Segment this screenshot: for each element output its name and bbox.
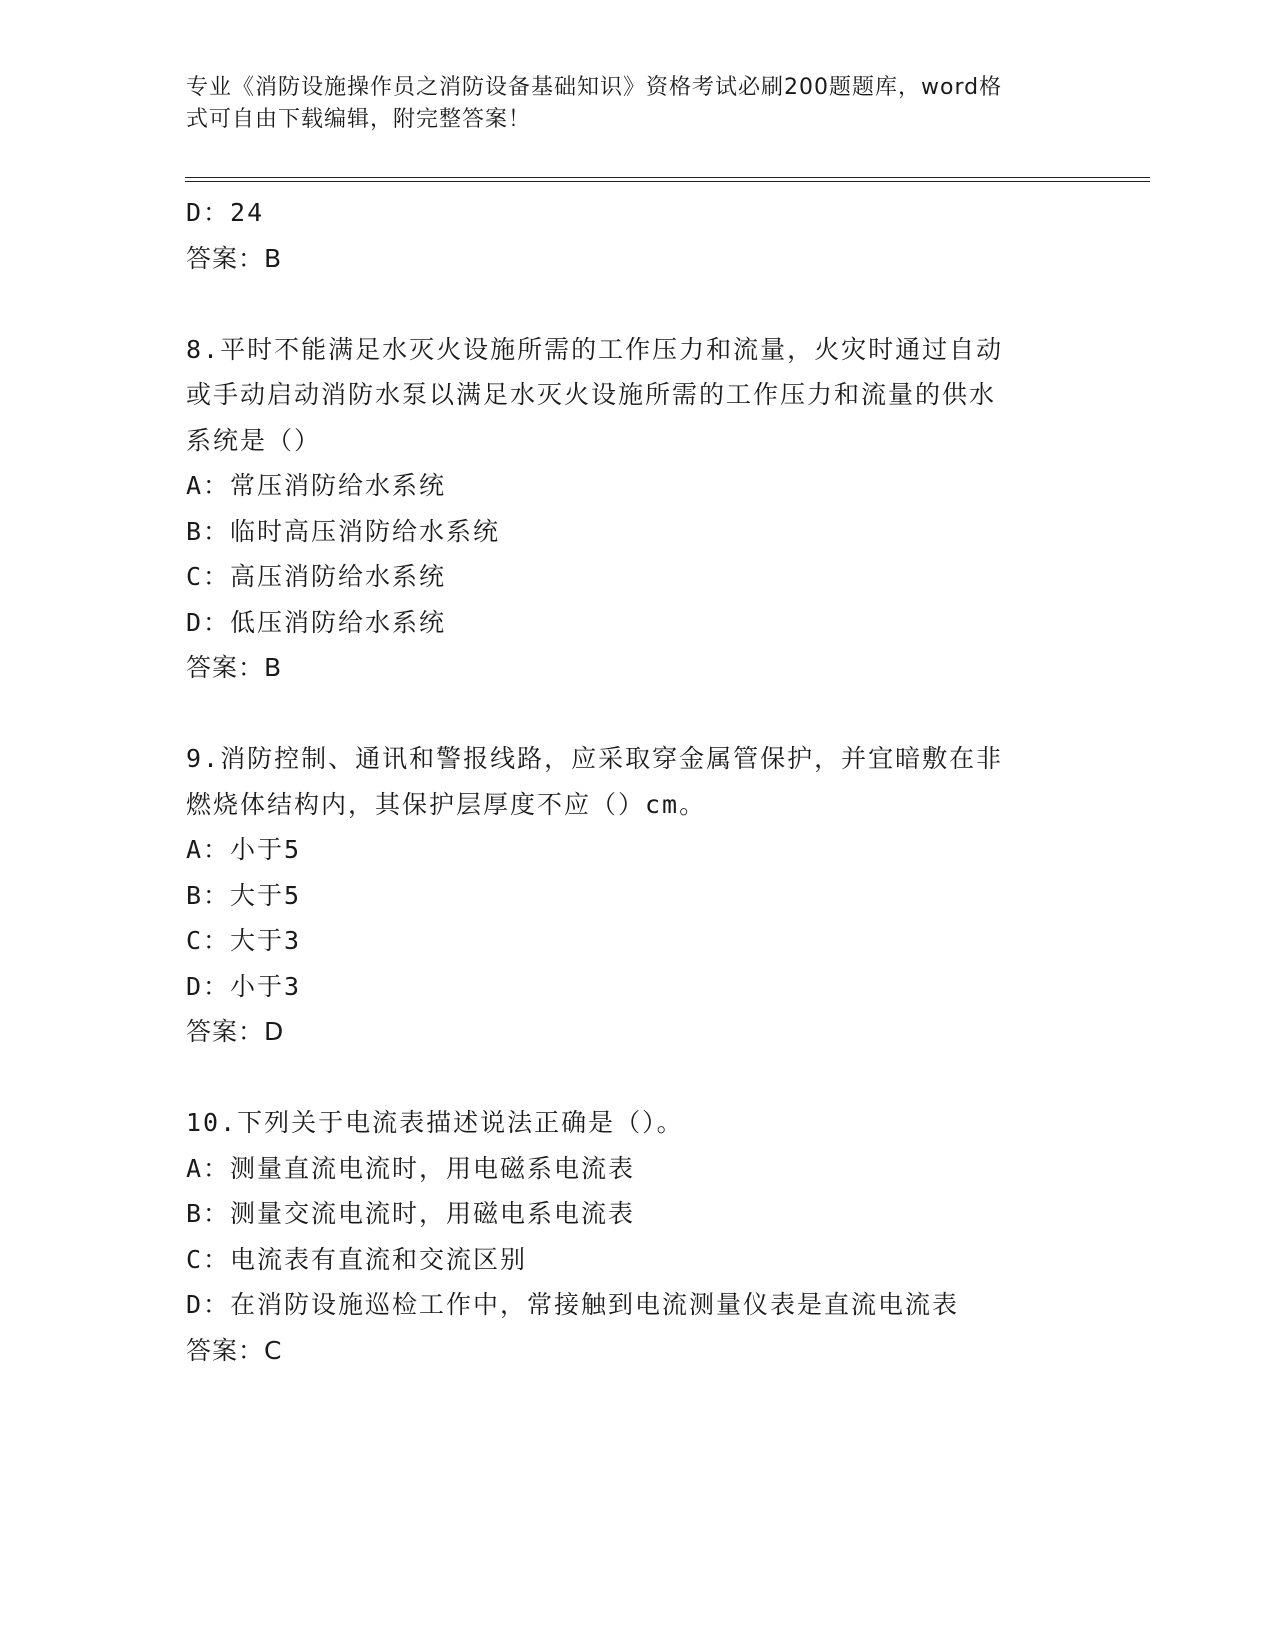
header-rule-bottom bbox=[185, 181, 1150, 182]
spacer bbox=[186, 691, 1086, 737]
question-8-option-a: A：常压消防给水系统 bbox=[186, 471, 447, 500]
header-line-1: 专业《消防设施操作员之消防设备基础知识》资格考试必刷200题题库，word格 bbox=[186, 75, 1003, 100]
question-8 bbox=[186, 327, 1086, 691]
question-8-option-d: D：低压消防给水系统 bbox=[186, 607, 447, 637]
header-rule-top bbox=[185, 177, 1150, 178]
question-10-option-b: B：测量交流电流时，用磁电系电流表 bbox=[186, 1199, 636, 1228]
question-9-answer: 答案：D bbox=[186, 1017, 285, 1046]
question-9 bbox=[186, 736, 1086, 1055]
question-9-text-line-2: 燃烧体结构内，其保护层厚度不应（）cm。 bbox=[186, 789, 707, 819]
spacer bbox=[186, 1055, 1086, 1101]
question-10-answer: 答案：C bbox=[186, 1335, 283, 1365]
question-9-option-c: C：大于3 bbox=[186, 926, 302, 955]
question-8-option-b: B：临时高压消防给水系统 bbox=[186, 516, 501, 546]
prev-answer: 答案：B bbox=[186, 243, 283, 273]
question-10-option-c: C：电流表有直流和交流区别 bbox=[186, 1244, 528, 1274]
prev-option-d: D：24 bbox=[186, 198, 265, 227]
spacer bbox=[186, 281, 1086, 327]
question-8-answer: 答案：B bbox=[186, 653, 283, 682]
page-header bbox=[186, 72, 1066, 136]
document-body bbox=[186, 190, 1086, 1373]
question-8-text-line-3: 系统是（） bbox=[186, 425, 322, 455]
question-10 bbox=[186, 1100, 1086, 1373]
question-9-option-d: D：小于3 bbox=[186, 971, 302, 1001]
question-10-text-line-1: 10.下列关于电流表描述说法正确是（）。 bbox=[186, 1108, 684, 1137]
question-9-option-a: A：小于5 bbox=[186, 835, 302, 864]
question-8-option-c: C：高压消防给水系统 bbox=[186, 562, 447, 591]
header-line-2: 式可自由下载编辑，附完整答案！ bbox=[186, 107, 532, 132]
question-9-option-b: B：大于5 bbox=[186, 880, 302, 910]
question-10-option-d: D：在消防设施巡检工作中，常接触到电流测量仪表是直流电流表 bbox=[186, 1290, 960, 1319]
question-8-text-line-1: 8.平时不能满足水灭火设施所需的工作压力和流量，火灾时通过自动 bbox=[186, 334, 1004, 364]
question-9-text-line-1: 9.消防控制、通讯和警报线路，应采取穿金属管保护，并宜暗敷在非 bbox=[186, 744, 1004, 773]
question-10-option-a: A：测量直流电流时，用电磁系电流表 bbox=[186, 1153, 636, 1183]
question-8-text-line-2: 或手动启动消防水泵以满足水灭火设施所需的工作压力和流量的供水 bbox=[186, 380, 997, 409]
